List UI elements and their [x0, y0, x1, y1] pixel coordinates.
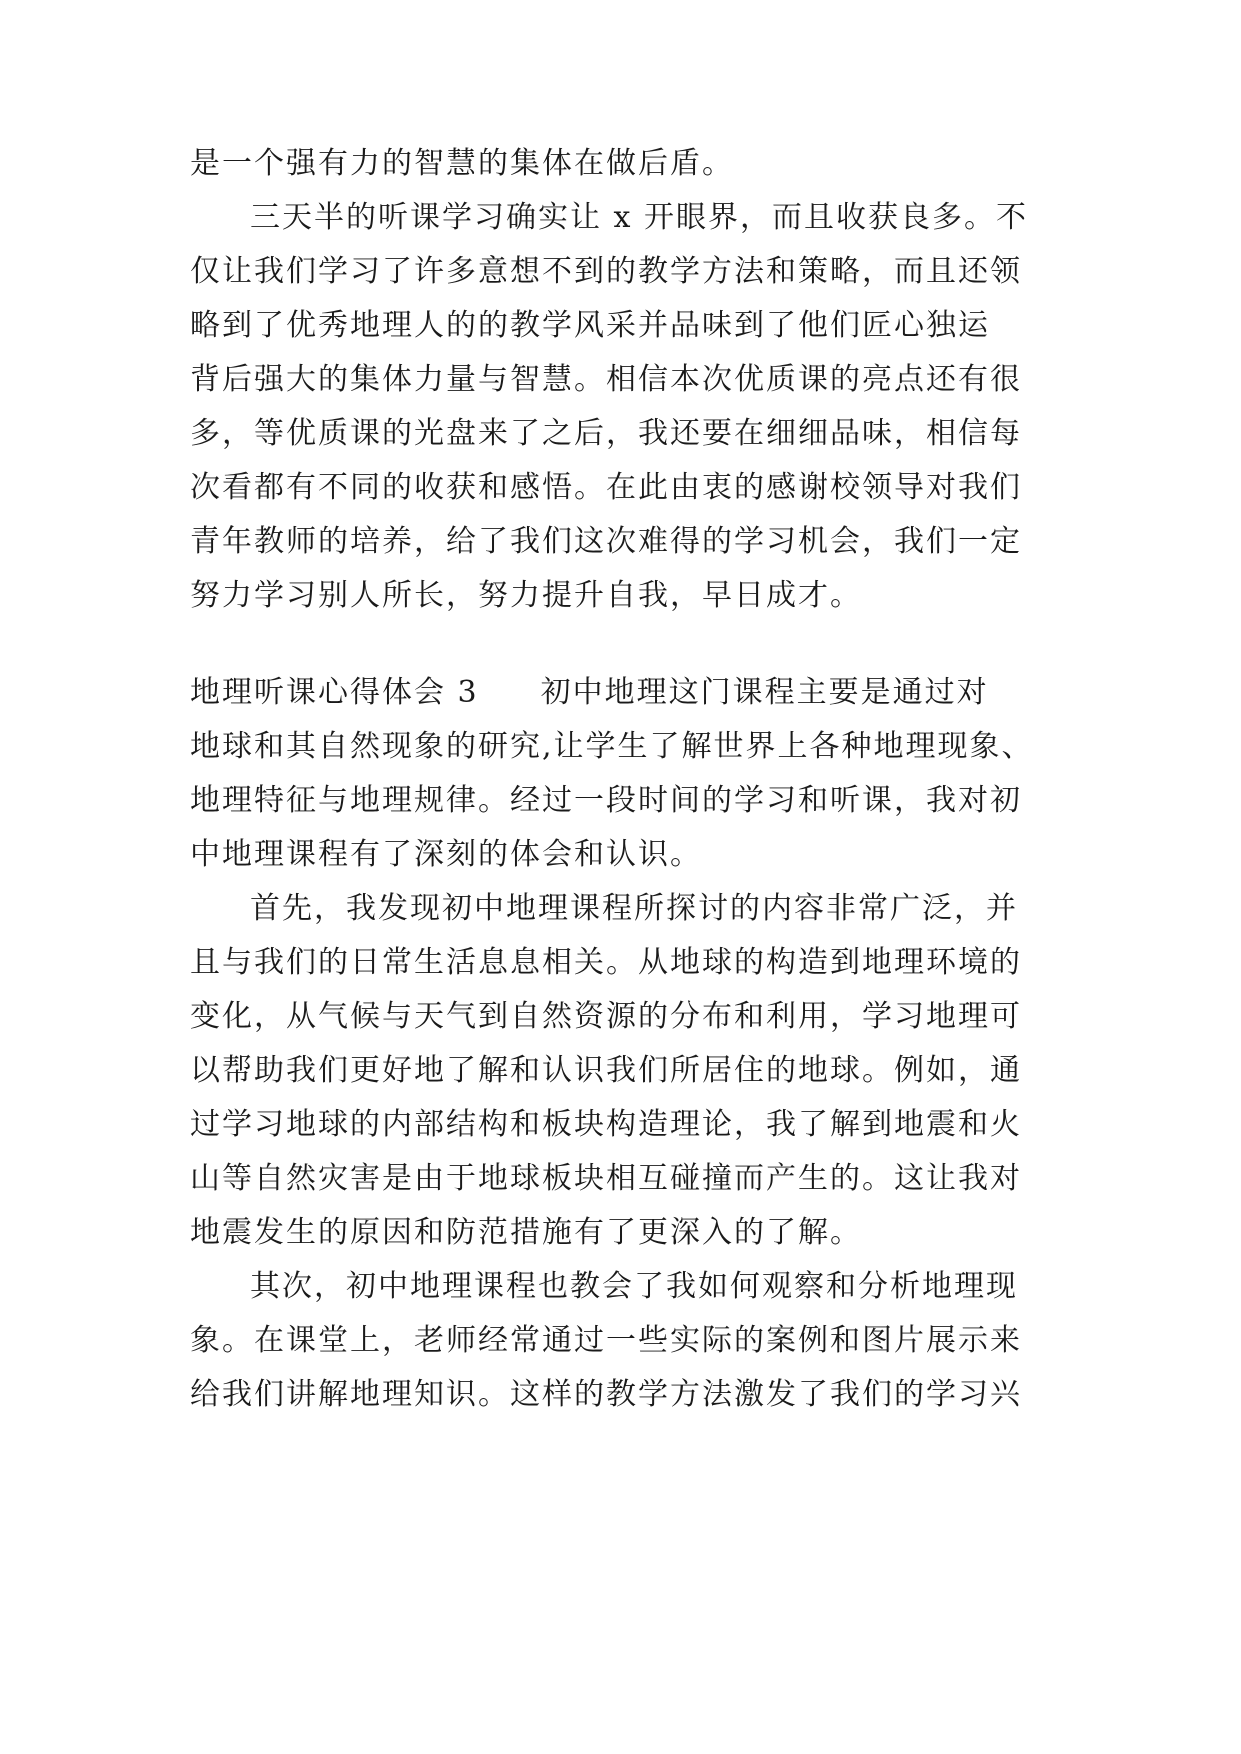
paragraph-line: 略到了优秀地理人的的教学风采并品味到了他们匠心独运	[190, 308, 990, 343]
paragraph-line: 地震发生的原因和防范措施有了更深入的了解。	[190, 1215, 862, 1250]
paragraph-line: 其次，初中地理课程也教会了我如何观察和分析地理现	[250, 1269, 1018, 1304]
section-heading-line	[190, 673, 1050, 713]
paragraph-line: 是一个强有力的智慧的集体在做后盾。	[190, 146, 734, 181]
paragraph-line: 地理特征与地理规律。经过一段时间的学习和听课，我对初	[190, 783, 1022, 818]
paragraph-line: 给我们讲解地理知识。这样的教学方法激发了我们的学习兴	[190, 1377, 1022, 1412]
paragraph-line: 变化，从气候与天气到自然资源的分布和利用，学习地理可	[190, 999, 1022, 1034]
paragraph-line: 地球和其自然现象的研究,让学生了解世界上各种地理现象、	[190, 729, 1034, 764]
paragraph-line: 多，等优质课的光盘来了之后，我还要在细细品味，相信每	[190, 416, 1022, 451]
paragraph-line: 过学习地球的内部结构和板块构造理论，我了解到地震和火	[190, 1107, 1022, 1142]
paragraph-line: 中地理课程有了深刻的体会和认识。	[190, 837, 702, 872]
section-title: 地理听课心得体会 3	[190, 675, 479, 710]
paragraph-line: 以帮助我们更好地了解和认识我们所居住的地球。例如，通	[190, 1053, 1022, 1088]
paragraph-line: 努力学习别人所长，努力提升自我，早日成才。	[190, 578, 862, 613]
paragraph-line: 且与我们的日常生活息息相关。从地球的构造到地理环境的	[190, 945, 1022, 980]
paragraph-line: 青年教师的培养，给了我们这次难得的学习机会，我们一定	[190, 524, 1022, 559]
paragraph-line: 背后强大的集体力量与智慧。相信本次优质课的亮点还有很	[190, 362, 1022, 397]
paragraph-line: 次看都有不同的收获和感悟。在此由衷的感谢校领导对我们	[190, 470, 1022, 505]
paragraph-line: 首先，我发现初中地理课程所探讨的内容非常广泛，并	[250, 891, 1018, 926]
paragraph-line: 山等自然灾害是由于地球板块相互碰撞而产生的。这让我对	[190, 1161, 1022, 1196]
paragraph-line: 仅让我们学习了许多意想不到的教学方法和策略，而且还领	[190, 254, 1022, 289]
paragraph-line: 初中地理这门课程主要是通过对	[540, 675, 989, 710]
paragraph-line: 象。在课堂上，老师经常通过一些实际的案例和图片展示来	[190, 1323, 1022, 1358]
paragraph-line: 三天半的听课学习确实让 x 开眼界，而且收获良多。不	[250, 200, 1028, 235]
